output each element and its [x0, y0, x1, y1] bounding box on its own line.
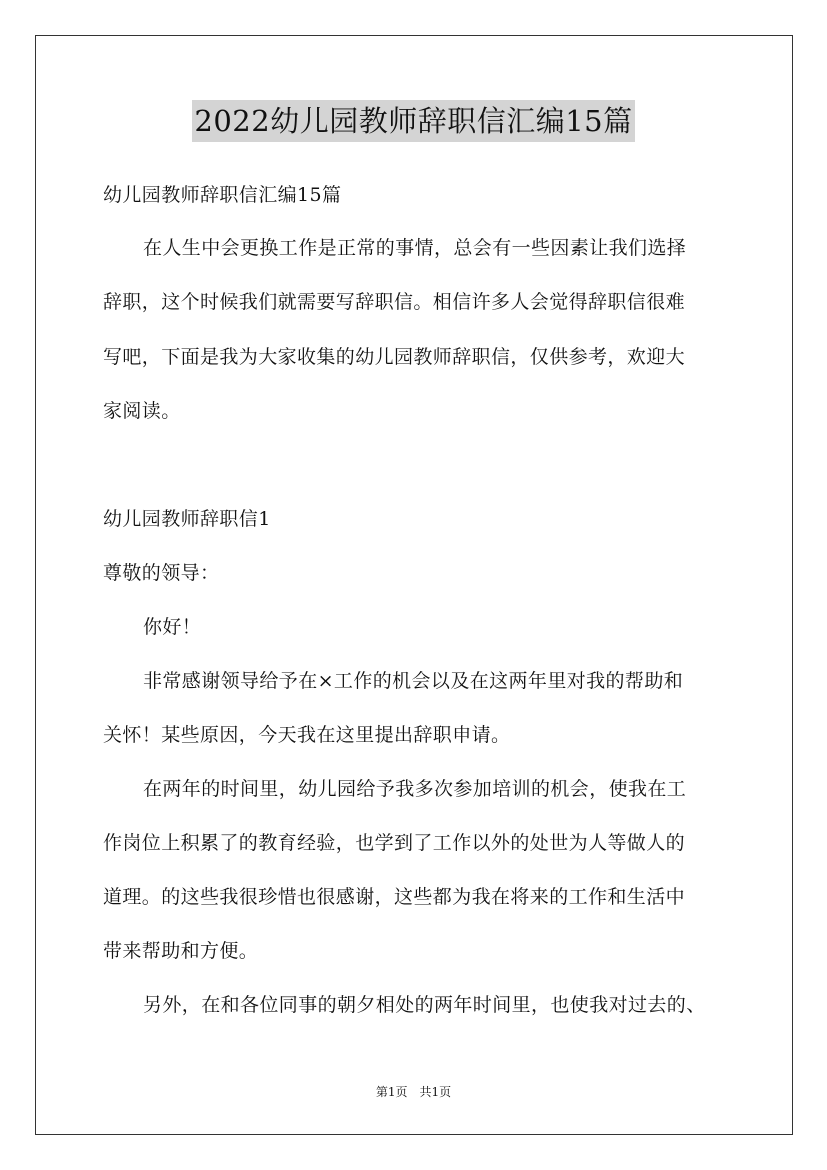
body-line: 非常感谢领导给予在×工作的机会以及在这两年里对我的帮助和: [143, 670, 684, 692]
greeting: 你好！: [143, 616, 202, 638]
intro-line: 辞职，这个时候我们就需要写辞职信。相信许多人会觉得辞职信很难: [103, 291, 686, 313]
intro-line: 家阅读。: [103, 400, 181, 422]
page-number: 第1页: [375, 1085, 408, 1099]
document-subtitle: 幼儿园教师辞职信汇编15篇: [103, 184, 342, 206]
section-heading: 幼儿园教师辞职信1: [103, 508, 271, 530]
body-line: 作岗位上积累了的教育经验，也学到了工作以外的处世为人等做人的: [103, 832, 686, 854]
title-container: [0, 100, 827, 142]
body-line: 在两年的时间里，幼儿园给予我多次参加培训的机会，使我在工: [143, 778, 687, 800]
body-line: 道理。的这些我很珍惜也很感谢，这些都为我在将来的工作和生活中: [103, 886, 686, 908]
body-line: 带来帮助和方便。: [103, 940, 259, 962]
document-title: 2022幼儿园教师辞职信汇编15篇: [192, 100, 634, 142]
salutation: 尊敬的领导：: [103, 562, 220, 584]
page-footer: [0, 1085, 827, 1099]
intro-line: 写吧，下面是我为大家收集的幼儿园教师辞职信，仅供参考，欢迎大: [103, 346, 686, 368]
body-line: 关怀！某些原因，今天我在这里提出辞职申请。: [103, 724, 511, 746]
page-total: 共1页: [419, 1085, 452, 1099]
intro-line: 在人生中会更换工作是正常的事情，总会有一些因素让我们选择: [143, 237, 687, 259]
body-line: 另外，在和各位同事的朝夕相处的两年时间里，也使我对过去的、: [143, 994, 706, 1016]
